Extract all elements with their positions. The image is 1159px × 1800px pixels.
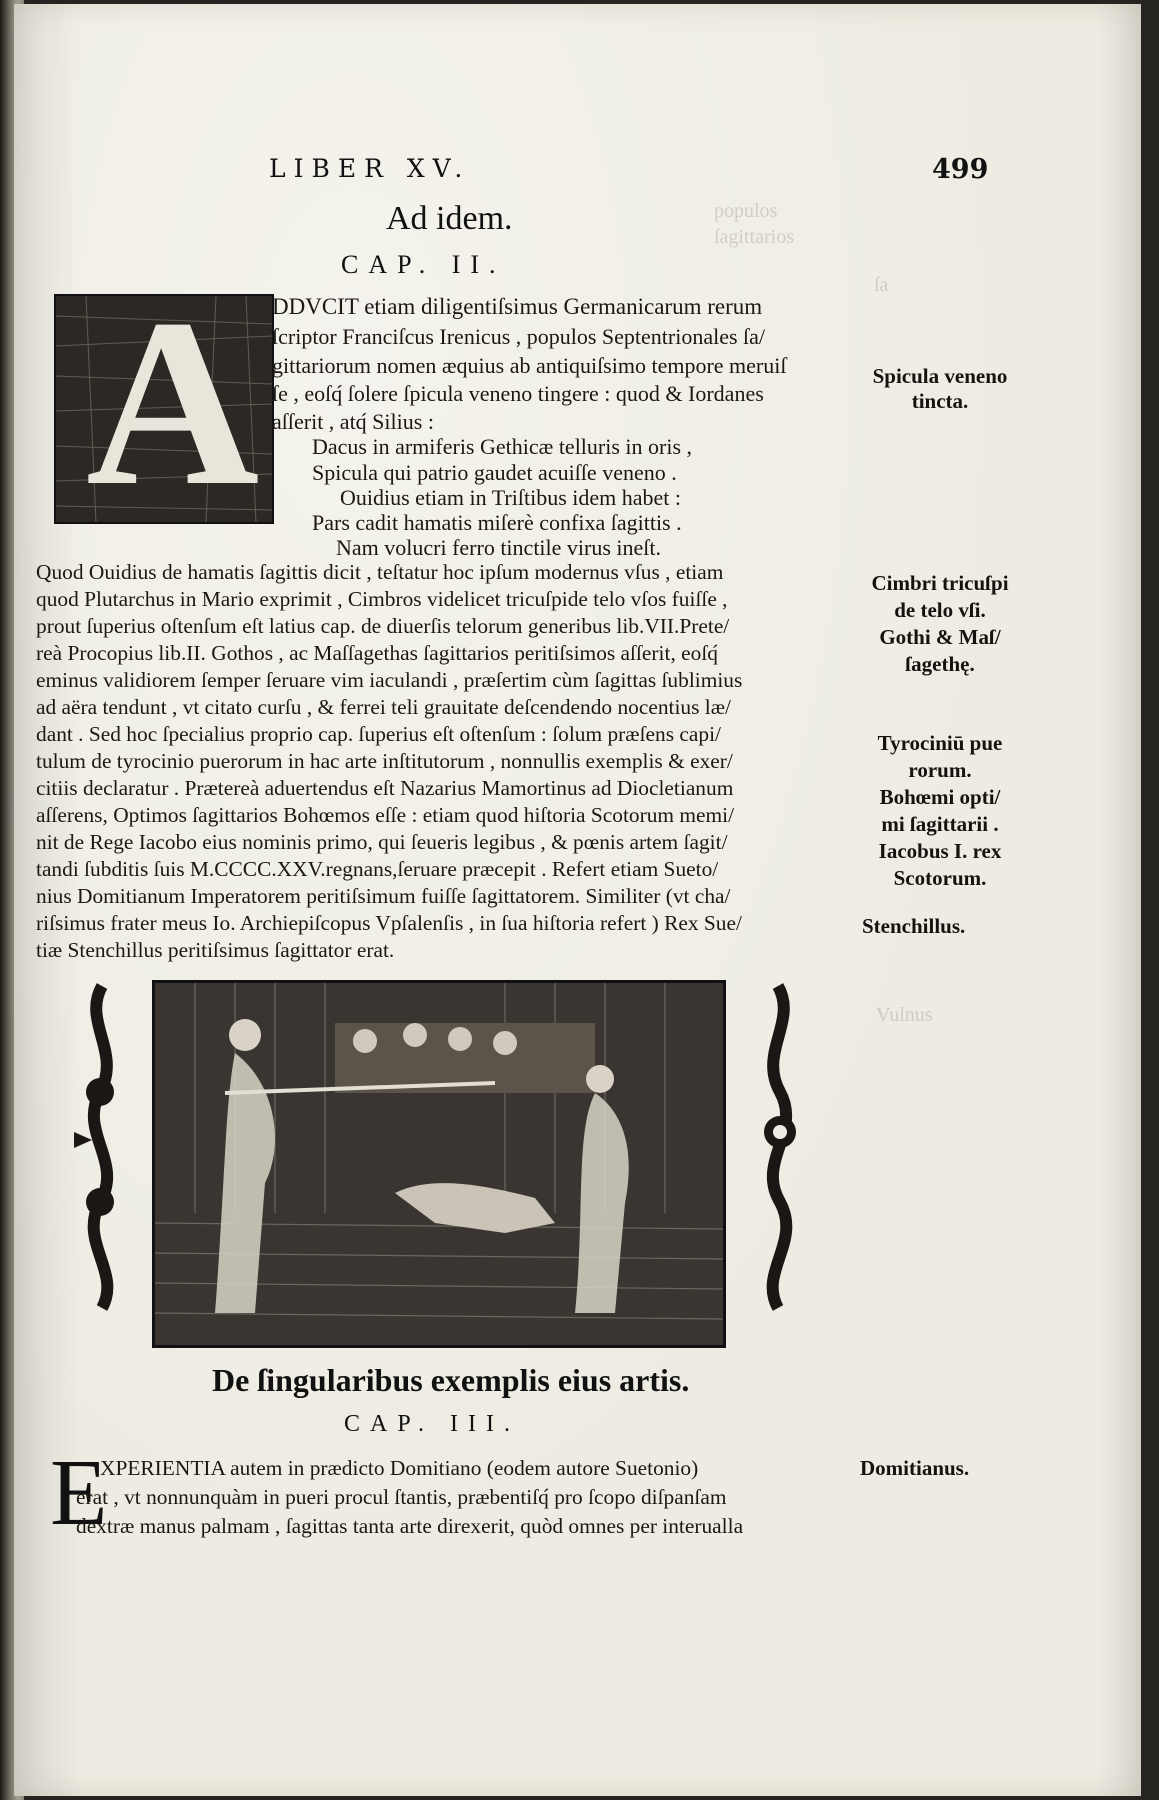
verse-line: Spicula qui patrio gaudet acuiſſe veneno . [312,460,677,485]
text-line: Quod Ouidius de hamatis ſagittis dicit , teſtatur hoc ipſum modernus vſus , etiam [36,560,724,584]
margin-note-stenchillus: Stenchillus. [862,914,966,938]
text-line: aſſerens, Optimos ſagittarios Bohœmos eſſe : etiam quod hiſtoria Scotorum memi/ [36,803,735,827]
text-line: eminus validiorem ſemper ſeruare vim iaculandi , præſertim cùm ſagittas ſublimius [36,668,743,692]
margin-note-tyrocinium: Tyrociniū pue rorum. Bohœmi opti/ mi ſagittarii . Iacobus I. rex Scotorum. [877,731,1003,890]
initial-letter: E [50,1441,108,1545]
text-line: prout ſuperius oſtenſum eſt latius cap. de diuerſis telorum generibus lib.VII.Prete/ [36,614,730,638]
text-line: nit de Rege Iacobo eius nominis primo, qui ſeueris legibus , & pœnis artem ſagit/ [36,830,728,854]
verse-line: Pars cadit hamatis miſerè confixa ſagittis . [312,510,682,535]
text-line: tandi ſubditis ſuis M.CCCC.XXV.regnans,ſeruare præcepit . Refert etiam Sueto/ [36,857,719,881]
margin-note-domitianus: Domitianus. [860,1456,970,1480]
text-line: tulum de tyrocinio puerorum in hac arte inſtitutorum , nonnullis exemplis & exer/ [36,749,733,773]
chapter-title: Ad idem. [386,200,513,237]
initial-letter: A [86,294,260,524]
verse-line: Dacus in armiferis Gethicæ telluris in oris , [312,434,693,459]
archery-woodcut-illustration [152,980,726,1348]
text-line: nius Domitianum Imperatorem peritiſsimum fuiſſe ſagittatorem. Similiter (vt cha/ [36,884,731,908]
text-line: dextræ manus palmam , ſagittas tanta arte direxerit, quòd omnes per interualla [76,1514,744,1538]
page-number: 499 [932,154,989,185]
chapter-title: De ſingularibus exemplis eius artis. [212,1362,690,1398]
text-line: DDVCIT etiam diligentiſsimus Germanicarum rerum [272,294,763,319]
margin-note-spicula: Spicula veneno tincta. [872,364,1008,413]
text-line: reà Procopius lib.II. Gothos , ac Maſſagethas ſagittarios peritiſsimos aſſerit, eoſq́ [36,641,718,665]
running-head: LIBER XV. [269,154,471,183]
text-line: citiis declaratur . Prætereà aduertendus eſt Nazarius Mamortinus ad Diocletianum [36,776,734,800]
chapter-number: CAP. III. [344,1411,521,1437]
margin-note-cimbri: Cimbri tricuſpi de telo vſi. Gothi & Maſ/ ſagethę. [871,571,1009,676]
text-line: gittariorum nomen æquius ab antiquiſsimo tempore meruiſ [272,353,787,378]
text-line: ſcriptor Franciſcus Irenicus , populos Septentrionales ſa/ [272,324,766,349]
text-line: riſsimus frater meus Io. Archiepiſcopus Vpſalenſis , in ſua hiſtoria refert ) Rex Sue/ [36,911,742,935]
text-line: erat , vt nonnunquàm in pueri procul ſtantis, præbentiſq́ pro ſcopo diſpanſam [76,1485,727,1509]
text-line: ſe , eoſq́ ſolere ſpicula veneno tingere : quod & Iordanes [272,381,764,406]
text-line: dant . Sed hoc ſpecialius proprio cap. ſuperius eſt oſtenſum : ſolum præſens capi/ [36,722,721,746]
text-line: aſſerit , atq́ Silius : [272,409,434,434]
text-line: XPERIENTIA autem in prædicto Domitiano (eodem autore Suetonio) [100,1456,699,1480]
text-line: ad aëra tendunt , vt citato curſu , & ferrei teli grauitate deſcendendo nocentius læ/ [36,695,731,719]
book-page: populos ſagittarios ſa Vulnus LIBER XV. 499 Ad idem. CAP. II. A DDVCIT etiam diligentiſsimus Germanicarum rerum ſcriptor Franciſcus Irenicus , populos Septentrionales ſa/ gittariorum nomen æquius ab antiquiſsimo tempore meruiſ ſe , eoſq́ ſolere ſpicula veneno tingere : quod & Iordanes aſſerit , atq́ Silius : Dacus in armiferis Gethicæ telluris in oris , Spicula qui patrio gaudet acuiſſe veneno . Ouidius etiam in Triſtibus idem habet : Pars cadit hamatis miſerè confixa ſagittis . Nam volucri ferro tinctile virus ineſt. Quod Ouidius de hamatis ſagittis dicit , teſtatur hoc ipſum modernus vſus , etiam quod Plutarchus in Mario exprimit , Cimbros videlicet tricuſpide telo vſos fuiſſe , prout ſuperius oſtenſum eſt latius cap. de diuerſis telorum generibus lib.VII.Prete/ reà Procopius lib.II. Gothos , ac Maſſagethas ſagittarios peritiſsimos aſſerit, eoſq́ eminus validiorem ſemper ſeruare vim iaculandi , præſertim cùm ſagittas ſublimius ad aëra tendunt , vt citato curſu , & ferrei teli grauitate deſcendendo nocentius læ/ dant . Sed hoc ſpecialius proprio cap. ſuperius eſt oſtenſum : ſolum præſens capi/ tulum de tyrocinio puerorum in hac arte inſtitutorum , nonnullis exemplis & exer/ citiis declaratur . Prætereà aduertendus eſt Nazarius Mamortinus ad Diocletianum aſſerens, Optimos ſagittarios Bohœmos eſſe : etiam quod hiſtoria Scotorum memi/ nit de Rege Iacobo eius nominis primo, qui ſeueris legibus , & pœnis artem ſagit/ tandi ſubditis ſuis M.CCCC.XXV.regnans,ſeruare præcepit . Refert etiam Sueto/ nius Domitianum Imperatorem peritiſsimum fuiſſe ſagittatorem. Similiter (vt cha/ riſsimus frater meus Io. Archiepiſcopus Vpſalenſis , in ſua hiſtoria refert ) Rex Sue/ tiæ Stenchillus peritiſsimus ſagittator erat. Spicula veneno tincta. Cimbri tricuſpi de telo vſi. Gothi & Maſ/ ſagethę. Tyrociniū pue rorum. Bohœmi opti/ mi ſagittarii . Iacobus I. rex Scotorum. Stenchillus. De ſingularibus exemplis eius artis. CAP. III. E XPERIENTIA autem in prædicto Domitiano (eodem autore Suetonio) erat , vt nonnunquàm in pueri procul ſtantis, præbentiſq́ pro ſcopo diſpanſam dextræ manus palmam , ſagittas tanta arte direxerit, quòd omnes per interualla Domitianus. [14,4,1141,1796]
text-line: quod Plutarchus in Mario exprimit , Cimbros videlicet tricuſpide telo vſos fuiſſe , [36,587,728,611]
text-line: tiæ Stenchillus peritiſsimus ſagittator erat. [36,938,395,962]
chapter-number: CAP. II. [341,250,506,279]
left-ornament-border [72,982,130,1312]
right-ornament-border [750,982,808,1312]
verse-line: Nam volucri ferro tinctile virus ineſt. [336,535,662,560]
ovid-intro: Ouidius etiam in Triſtibus idem habet : [340,485,681,510]
decorated-initial [54,294,274,524]
woodcut-scene [155,983,723,1345]
